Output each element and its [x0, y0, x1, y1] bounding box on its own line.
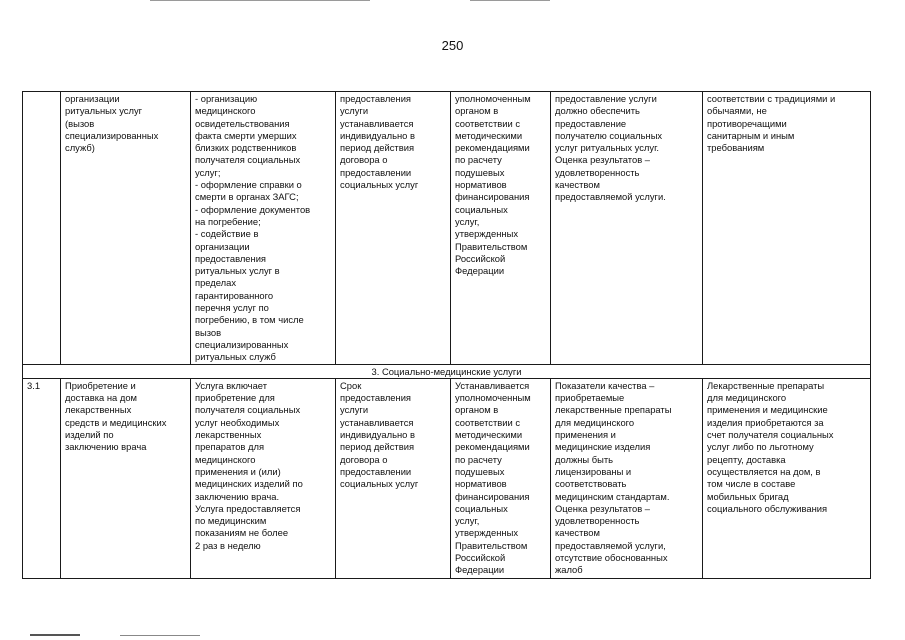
cell-quality-indicators: Показатели качества – приобретаемые лекарственные препараты для медицинского применения и медицинские изделия должны быть лицензированы и соответствовать медицинским стандартам. Оценка результатов – удовлетворенность качеством предоставляемой услуги, отсутствие обоснованных жалоб — [551, 378, 703, 578]
services-table — [22, 91, 871, 579]
cell-service-description: - организацию медицинского освидетельствования факта смерти умерших близких родственников получателя социальных услуг; - оформление справки о смерти в органах ЗАГС; - оформление документов на погребение; - содействие в организации предоставления ритуальных услуг в пределах гарантированного перечня услуг по погребению, в том числе вызов специализированных ритуальных служб — [191, 92, 336, 365]
cell-service-name: Приобретение и доставка на дом лекарственных средств и медицинских изделий по заключению врача — [61, 378, 191, 578]
scan-artifact-line-2 — [120, 635, 200, 636]
cell-number: 3.1 — [23, 378, 61, 578]
cell-service-name: организации ритуальных услуг (вызов специализированных служб) — [61, 92, 191, 365]
section-header-row — [23, 364, 871, 378]
scan-edge-line — [150, 0, 370, 1]
table-row-3-1 — [23, 378, 871, 578]
cell-conditions: соответствии с традициями и обычаями, не противоречащими санитарным и иным требованиям — [703, 92, 871, 365]
page-number: 250 — [441, 38, 464, 53]
cell-conditions: Лекарственные препараты для медицинского применения и медицинские изделия приобретаются за счет получателя социальных услуг либо по льготному рецепту, доставка осуществляется на дом, в том числе в составе мобильных бригад социального обслуживания — [703, 378, 871, 578]
section-title: 3. Социально-медицинские услуги — [23, 364, 871, 378]
cell-service-term: Срок предоставления услуги устанавливается индивидуально в период действия договора о предоставлении социальных услуг — [336, 378, 451, 578]
cell-tariff: Устанавливается уполномоченным органом в соответствии с методическими рекомендациями по расчету подушевых нормативов финансирования социальных услуг, утвержденных Правительством Российской Федерации — [451, 378, 551, 578]
table-row-continued — [23, 92, 871, 365]
cell-service-term: предоставления услуги устанавливается индивидуально в период действия договора о предоставлении социальных услуг — [336, 92, 451, 365]
scan-edge-line-2 — [470, 0, 550, 1]
cell-number — [23, 92, 61, 365]
cell-service-description: Услуга включает приобретение для получателя социальных услуг необходимых лекарственных препаратов для медицинского применения и (или) медицинских изделий по заключению врача. Услуга предоставляется по медицинским показаниям не более 2 раз в неделю — [191, 378, 336, 578]
cell-tariff: уполномоченным органом в соответствии с методическими рекомендациями по расчету подушевых нормативов финансирования социальных услуг, утвержденных Правительством Российской Федерации — [451, 92, 551, 365]
scan-artifact-line — [30, 634, 80, 636]
cell-quality-indicators: предоставление услуги должно обеспечить предоставление получателю социальных услуг ритуальных услуг. Оценка результатов – удовлетворенность качеством предоставляемой услуги. — [551, 92, 703, 365]
